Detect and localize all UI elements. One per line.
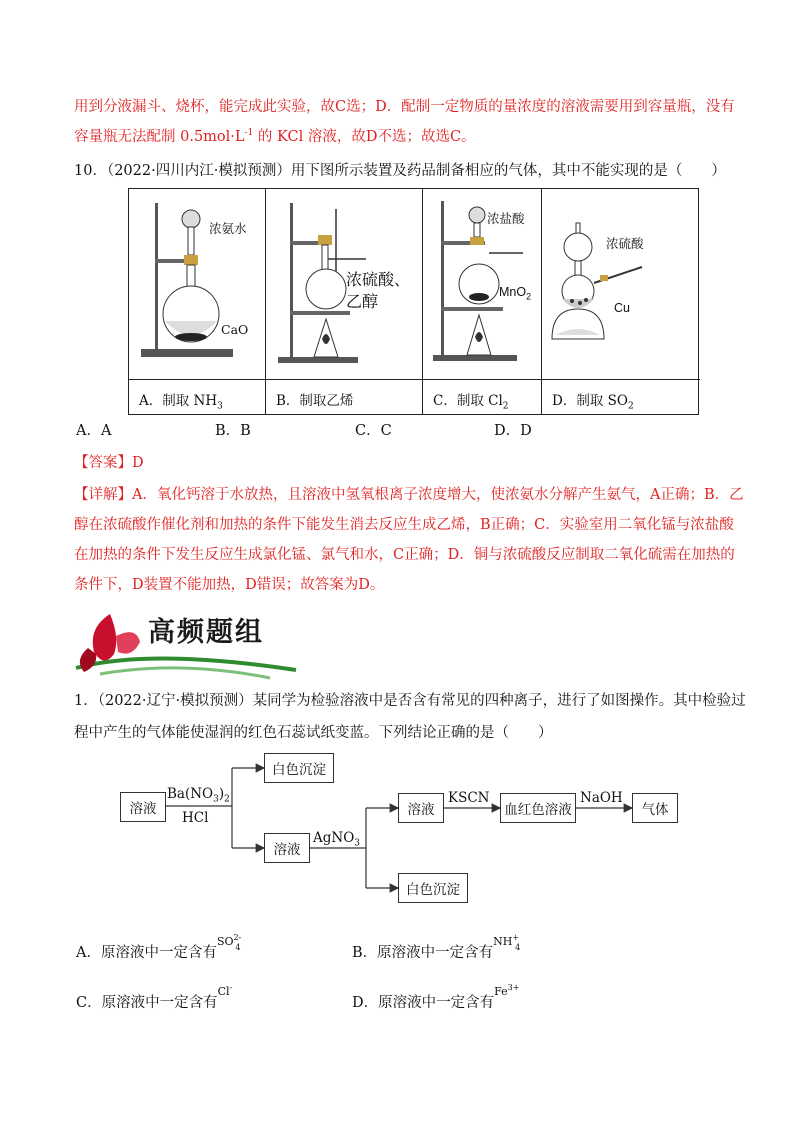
q1-option-a[interactable]: A．原溶液中一定含有$^{SO2-4}$ bbox=[76, 933, 242, 961]
apparatus-d bbox=[542, 189, 700, 414]
q10-detail-1: 【详解】A．氧化钙溶于水放热，且溶液中氢氧根离子浓度增大，使浓氨水分解产生氨气，A正确；B．乙 bbox=[74, 487, 744, 503]
q10-option-b[interactable]: B．B bbox=[215, 423, 251, 439]
flow-reagent-kscn: KSCN bbox=[448, 790, 490, 806]
label-conc-sulfuric: 浓硫酸 bbox=[606, 236, 644, 251]
caption-b: B．制取乙烯 bbox=[266, 379, 422, 414]
q10-option-a[interactable]: A．A bbox=[76, 423, 112, 439]
section-title: 高频题组 bbox=[148, 617, 264, 648]
prev-answer-line2: 容量瓶无法配制 $0.5mol\cdot L^{-1}$ 的 KCl 溶液，故D不选；故选C。 bbox=[74, 128, 476, 145]
apparatus-d-drawing bbox=[542, 189, 700, 379]
caption-d: D．制取 $SO_2$ bbox=[542, 379, 700, 414]
q1-stem-2: 程中产生的气体能使湿润的红色石蕊试纸变蓝。下列结论正确的是（ ） bbox=[74, 725, 553, 741]
caption-a: A．制取 $NH_3$ bbox=[129, 379, 265, 414]
label-conc-sulfuric-ethanol: 浓硫酸、 bbox=[346, 270, 411, 289]
flow-solution-2: 溶液 bbox=[264, 833, 310, 863]
q10-detail-2: 醇在浓硫酸作催化剂和加热的条件下能发生消去反应生成乙烯，B正确；C．实验室用二氧化锰与浓盐酸 bbox=[74, 517, 734, 533]
flow-gas: 气体 bbox=[632, 793, 678, 823]
flow-reagent-hcl: HCl bbox=[182, 810, 209, 826]
q10-option-c[interactable]: C．C bbox=[355, 423, 392, 439]
q1-option-c[interactable]: C．原溶液中一定含有$^{Cl-}$ bbox=[76, 983, 233, 1011]
apparatus-table bbox=[128, 188, 699, 415]
apparatus-a bbox=[129, 189, 266, 414]
flow-reagent-naoh: NaOH bbox=[580, 790, 623, 806]
apparatus-b bbox=[266, 189, 423, 414]
apparatus-c bbox=[423, 189, 542, 414]
label-mno2: MnO$_2$ bbox=[499, 285, 532, 302]
q1-stem-1: 1．（2022·辽宁·模拟预测）某同学为检验溶液中是否含有常见的四种离子，进行了如图操作。其中检验过 bbox=[74, 693, 746, 709]
flow-start-solution: 溶液 bbox=[120, 792, 166, 822]
q10-detail-3: 在加热的条件下发生反应生成氯化锰、氯气和水，C正确；D．铜与浓硫酸反应制取二氧化硫需在加热的 bbox=[74, 547, 735, 563]
label-conc-hcl: 浓盐酸 bbox=[487, 211, 525, 226]
q10-option-d[interactable]: D．D bbox=[494, 423, 532, 439]
flow-reagent-ba-no3: $Ba(NO_3)_2$ bbox=[167, 786, 230, 805]
apparatus-a-drawing bbox=[129, 189, 266, 379]
label-ethanol: 乙醇 bbox=[346, 292, 379, 311]
flow-blood-red-solution: 血红色溶液 bbox=[500, 793, 576, 823]
flow-reagent-agno3: AgNO$_3$ bbox=[313, 830, 361, 849]
q1-option-d[interactable]: D．原溶液中一定含有$^{Fe3+}$ bbox=[352, 983, 520, 1011]
label-cu: Cu bbox=[614, 301, 630, 315]
flow-solution-3: 溶液 bbox=[398, 793, 444, 823]
caption-c: C．制取 $Cl_2$ bbox=[423, 379, 541, 414]
flow-white-precipitate-1: 白色沉淀 bbox=[264, 753, 334, 783]
q10-answer: 【答案】D bbox=[74, 455, 144, 471]
flow-white-precipitate-2: 白色沉淀 bbox=[398, 873, 468, 903]
q10-stem: 10．（2022·四川内江·模拟预测）用下图所示装置及药品制备相应的气体，其中不能实现的是（ ） bbox=[74, 163, 726, 179]
q10-detail-4: 条件下，D装置不能加热，D错误；故答案为D。 bbox=[74, 577, 385, 593]
label-cao: CaO bbox=[221, 322, 249, 337]
q1-option-b[interactable]: B．原溶液中一定含有$^{NH+4}$ bbox=[352, 933, 521, 961]
prev-answer-line1: 用到分液漏斗、烧杯，能完成此实验，故C选；D．配制一定物质的量浓度的溶液需要用到容量瓶，没有 bbox=[74, 99, 735, 115]
label-conc-ammonia: 浓氨水 bbox=[209, 221, 247, 236]
